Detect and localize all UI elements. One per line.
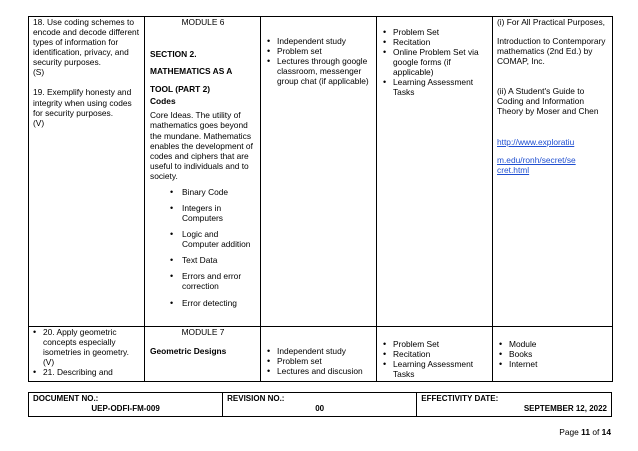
syllabus-table [28,16,613,382]
effectivity-date-cell [417,393,612,417]
list-item: • Lectures and discusion [265,366,372,376]
revision-number-cell [223,393,417,417]
outcome-18-tag: (S) [33,67,45,78]
list-item: • Books [497,349,608,359]
list-item: • Integers in Computers [170,203,256,223]
list-item: • Problem set [265,356,372,366]
activities-cell [261,327,377,382]
page-separator: of [590,427,602,437]
document-number-cell [29,393,223,417]
table-row [29,327,613,382]
list-item: • Problem Set [381,27,488,37]
reference-link-line-2[interactable]: m.edu/ronh/secret/se cret.html [497,154,576,175]
reference-1-text: Introduction to Contemporary mathematics (2nd Ed.) by COMAP, Inc. [497,36,606,67]
reference-list [497,339,608,369]
topic-title: Codes [150,96,176,107]
list-item: • Errors and error correction [170,271,256,291]
list-item: • Recitation [381,349,488,359]
outcome-list [31,327,140,377]
page-current: 11 [581,427,591,437]
document-number-label: DOCUMENT NO.: [33,394,99,403]
list-item: • 21. Describing and [31,367,140,377]
activities-cell [261,17,377,327]
assessment-cell [377,17,493,327]
page-prefix: Page [559,427,582,437]
list-item: • Problem set [265,46,372,56]
list-item: • Logic and Computer addition [170,229,256,249]
list-item: • 20. Apply geometric concepts especially isometries in geometry. (V) [31,327,140,367]
document-footer [28,392,612,417]
effectivity-date-label: EFFECTIVITY DATE: [421,394,499,403]
section-title: SECTION 2. [150,49,197,60]
list-item: • Error detecting [170,298,256,308]
list-item: • Recitation [381,37,488,47]
topic-list [150,187,256,308]
list-item: • Learning Assessment Tasks [381,359,488,379]
reference-2: (ii) A Student's Guide to Coding and Information Theory by Moser and Chen [497,86,599,117]
references-cell [493,327,613,382]
references-cell [493,17,613,327]
list-item: • Independent study [265,346,372,356]
page-number [559,427,611,437]
list-item: • Text Data [170,255,256,265]
table-row [29,17,613,327]
document-number: UEP-ODFI-FM-009 [91,403,160,413]
page-total: 14 [601,427,611,437]
core-ideas: Core Ideas. The utility of mathematics goes beyond the mundane. Mathematics enables the development of codes and ciphers that are useful to individuals and to society. [150,110,253,181]
subject-title: MATHEMATICS AS A [150,66,233,77]
list-item: • Lectures through google classroom, messenger group chat (if applicable) [265,56,372,86]
module-title: MODULE 7 [181,327,225,337]
revision-number-label: REVISION NO.: [227,394,285,403]
topic-title: Geometric Designs [150,346,227,357]
list-item: • Problem Set [381,339,488,349]
outcome-18: 18. Use coding schemes to encode and decode different types of information for identification, privacy, and security purposes. [33,17,140,68]
topics-cell [145,17,261,327]
effectivity-date: SEPTEMBER 12, 2022 [523,403,607,413]
reference-1-heading: (i) For All Practical Purposes, [497,17,605,27]
list-item: • Internet [497,359,608,369]
list-item: • Module [497,339,608,349]
activity-list [265,346,372,376]
reference-link-line-1[interactable]: http://www.exploratiu [497,136,575,147]
activity-list [265,36,372,86]
list-item: • Online Problem Set via google forms (if applicable) [381,47,488,77]
outcomes-cell [29,327,145,382]
assessment-list [381,27,488,98]
outcome-19: 19. Exemplify honesty and integrity when using codes for security purposes. [33,87,132,118]
tool-title: TOOL (PART 2) [150,84,211,95]
list-item: • Binary Code [170,187,256,197]
outcomes-cell [29,17,145,327]
list-item: • Independent study [265,36,372,46]
revision-number: 00 [315,403,325,413]
list-item: • Learning Assessment Tasks [381,77,488,97]
topics-cell [145,327,261,382]
assessment-list [381,339,488,379]
assessment-cell [377,327,493,382]
outcome-19-tag: (V) [33,117,45,128]
module-title: MODULE 6 [181,17,225,27]
